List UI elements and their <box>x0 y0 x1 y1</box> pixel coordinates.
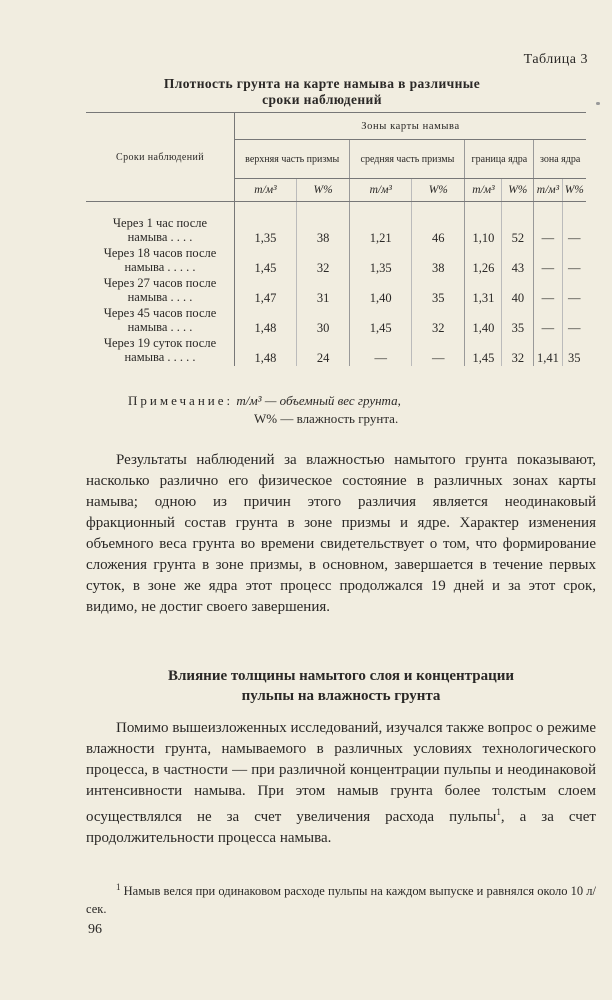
table-title-line: сроки наблюдений <box>262 92 382 107</box>
table-cell: — <box>534 276 562 306</box>
unit-header: т/м³ <box>534 179 562 202</box>
table-cell: 1,31 <box>465 276 502 306</box>
table-cell: 1,26 <box>465 246 502 276</box>
zone-header: средняя часть призмы <box>350 140 465 179</box>
table-cell: 1,40 <box>465 306 502 336</box>
heading-line: Влияние толщины намытого слоя и концентрации <box>168 668 514 684</box>
unit-header: W% <box>562 179 586 202</box>
row-label-line: Через 19 суток после <box>103 336 217 350</box>
table-cell: — <box>562 246 586 276</box>
note-line: т/м³ — объемный вес грунта, <box>236 393 401 408</box>
row-label-line: намыва . . . . . <box>124 350 196 364</box>
table-cell: — <box>534 306 562 336</box>
density-table <box>86 112 586 366</box>
table-cell: 1,48 <box>254 321 277 335</box>
table-cell: 30 <box>296 306 350 336</box>
table-cell: 1,48 <box>254 351 277 365</box>
row-header: Сроки наблюдений <box>86 113 235 202</box>
unit-header: W% <box>296 179 350 202</box>
paragraph-text: , а за счет продолжительности процесса намыва. <box>86 809 596 846</box>
row-label <box>86 276 235 306</box>
row-label-line: Через 1 час после <box>112 216 208 230</box>
row-label-line: Через 45 часов после <box>103 306 217 320</box>
table-cell: 1,41 <box>534 336 562 366</box>
table-cell: 32 <box>412 306 465 336</box>
table-cell: 35 <box>502 306 534 336</box>
paragraph: Результаты наблюдений за влажностью намытого грунта показывают, насколько различно его физическое состояние в различных зонах карты намыва; одною из причин этого различия является неодинаковый фракционный состав грунта в зоне призмы и ядре. Характер изменения объемного веса грунта во времени свидетельствует о том, что формирование сложения грунта в зоне призмы, в основном, завершается в течение первых суток, в зоне же ядра этот процесс продолжался 19 дней и за этот срок, видимо, не достиг своего завершения. <box>86 452 596 615</box>
table-row <box>86 246 586 276</box>
row-label-line: намыва . . . . <box>127 320 193 334</box>
table-cell: 1,47 <box>254 291 277 305</box>
table-cell: — <box>562 276 586 306</box>
table-cell: 24 <box>296 336 350 366</box>
footnote-ref: 1 <box>496 807 501 817</box>
unit-header: т/м³ <box>465 179 502 202</box>
table-title <box>0 76 612 108</box>
row-label <box>86 216 235 246</box>
table-cell: — <box>412 336 465 366</box>
table-cell: 46 <box>412 216 465 246</box>
zone-header: верхняя часть призмы <box>235 140 350 179</box>
table-cell: 31 <box>296 276 350 306</box>
table-cell: — <box>534 216 562 246</box>
page-number: 96 <box>88 922 102 937</box>
paragraph <box>86 718 596 849</box>
row-label-line: намыва . . . . <box>127 290 193 304</box>
row-label <box>86 246 235 276</box>
table-row <box>86 216 586 246</box>
row-label <box>86 306 235 336</box>
table-cell: — <box>562 216 586 246</box>
section-heading <box>86 666 596 706</box>
table-cell: 1,45 <box>350 306 412 336</box>
row-label <box>86 336 235 366</box>
row-label-line: Через 18 часов после <box>103 246 217 260</box>
table-row <box>86 336 586 366</box>
table-cell: 1,40 <box>350 276 412 306</box>
table-body <box>86 202 586 367</box>
note-line: W% — влажность грунта. <box>254 411 399 426</box>
table-label: Таблица 3 <box>523 52 588 67</box>
table-cell: 38 <box>296 216 350 246</box>
table-cell: 32 <box>502 336 534 366</box>
footnote-marker: 1 <box>116 882 121 892</box>
zone-header: граница ядра <box>465 140 534 179</box>
table-row <box>86 306 586 336</box>
table-cell: 40 <box>502 276 534 306</box>
table-cell: 38 <box>412 246 465 276</box>
table-cell: 35 <box>562 336 586 366</box>
zone-header: зона ядра <box>534 140 586 179</box>
table-row <box>86 276 586 306</box>
footnote <box>86 878 596 918</box>
row-label-line: намыва . . . . <box>127 230 193 244</box>
table-cell: 1,10 <box>465 216 502 246</box>
footnote-text: Намыв велся при одинаковом расходе пульпы на каждом выпуске и равнялся около 10 л/сек. <box>86 884 597 917</box>
table-cell: — <box>350 336 412 366</box>
row-label-line: Через 27 часов после <box>103 276 217 290</box>
table-cell: 1,35 <box>350 246 412 276</box>
table-cell: 32 <box>296 246 350 276</box>
table-cell: 35 <box>412 276 465 306</box>
table-note <box>128 392 401 428</box>
note-label: Примечание: <box>128 393 234 408</box>
table-cell: 1,35 <box>254 231 277 245</box>
table-cell: 52 <box>502 216 534 246</box>
unit-header: т/м³ <box>350 179 412 202</box>
table-cell: 1,45 <box>254 261 277 275</box>
row-label-line: намыва . . . . . <box>124 260 196 274</box>
paragraph-text: Помимо вышеизложенных исследований, изучался также вопрос о режиме влажности грунта, намываемого в различных условиях технологического процесса, в частности — при различной концентрации пульпы и неодинаковой интенсивности намыва. При этом намыв грунта более толстым слоем осуществлялся не за счет увеличения расхода пульпы <box>86 720 596 825</box>
heading-line: пульпы на влажность грунта <box>241 688 441 704</box>
table-cell: 1,45 <box>465 336 502 366</box>
unit-header: W% <box>412 179 465 202</box>
table-cell: 43 <box>502 246 534 276</box>
table-cell: — <box>534 246 562 276</box>
zones-header: Зоны карты намыва <box>235 113 587 140</box>
table-cell: 1,21 <box>350 216 412 246</box>
table-title-line: Плотность грунта на карте намыва в различные <box>163 76 481 91</box>
unit-header: т/м³ <box>235 179 297 202</box>
table-cell: — <box>562 306 586 336</box>
unit-header: W% <box>502 179 534 202</box>
